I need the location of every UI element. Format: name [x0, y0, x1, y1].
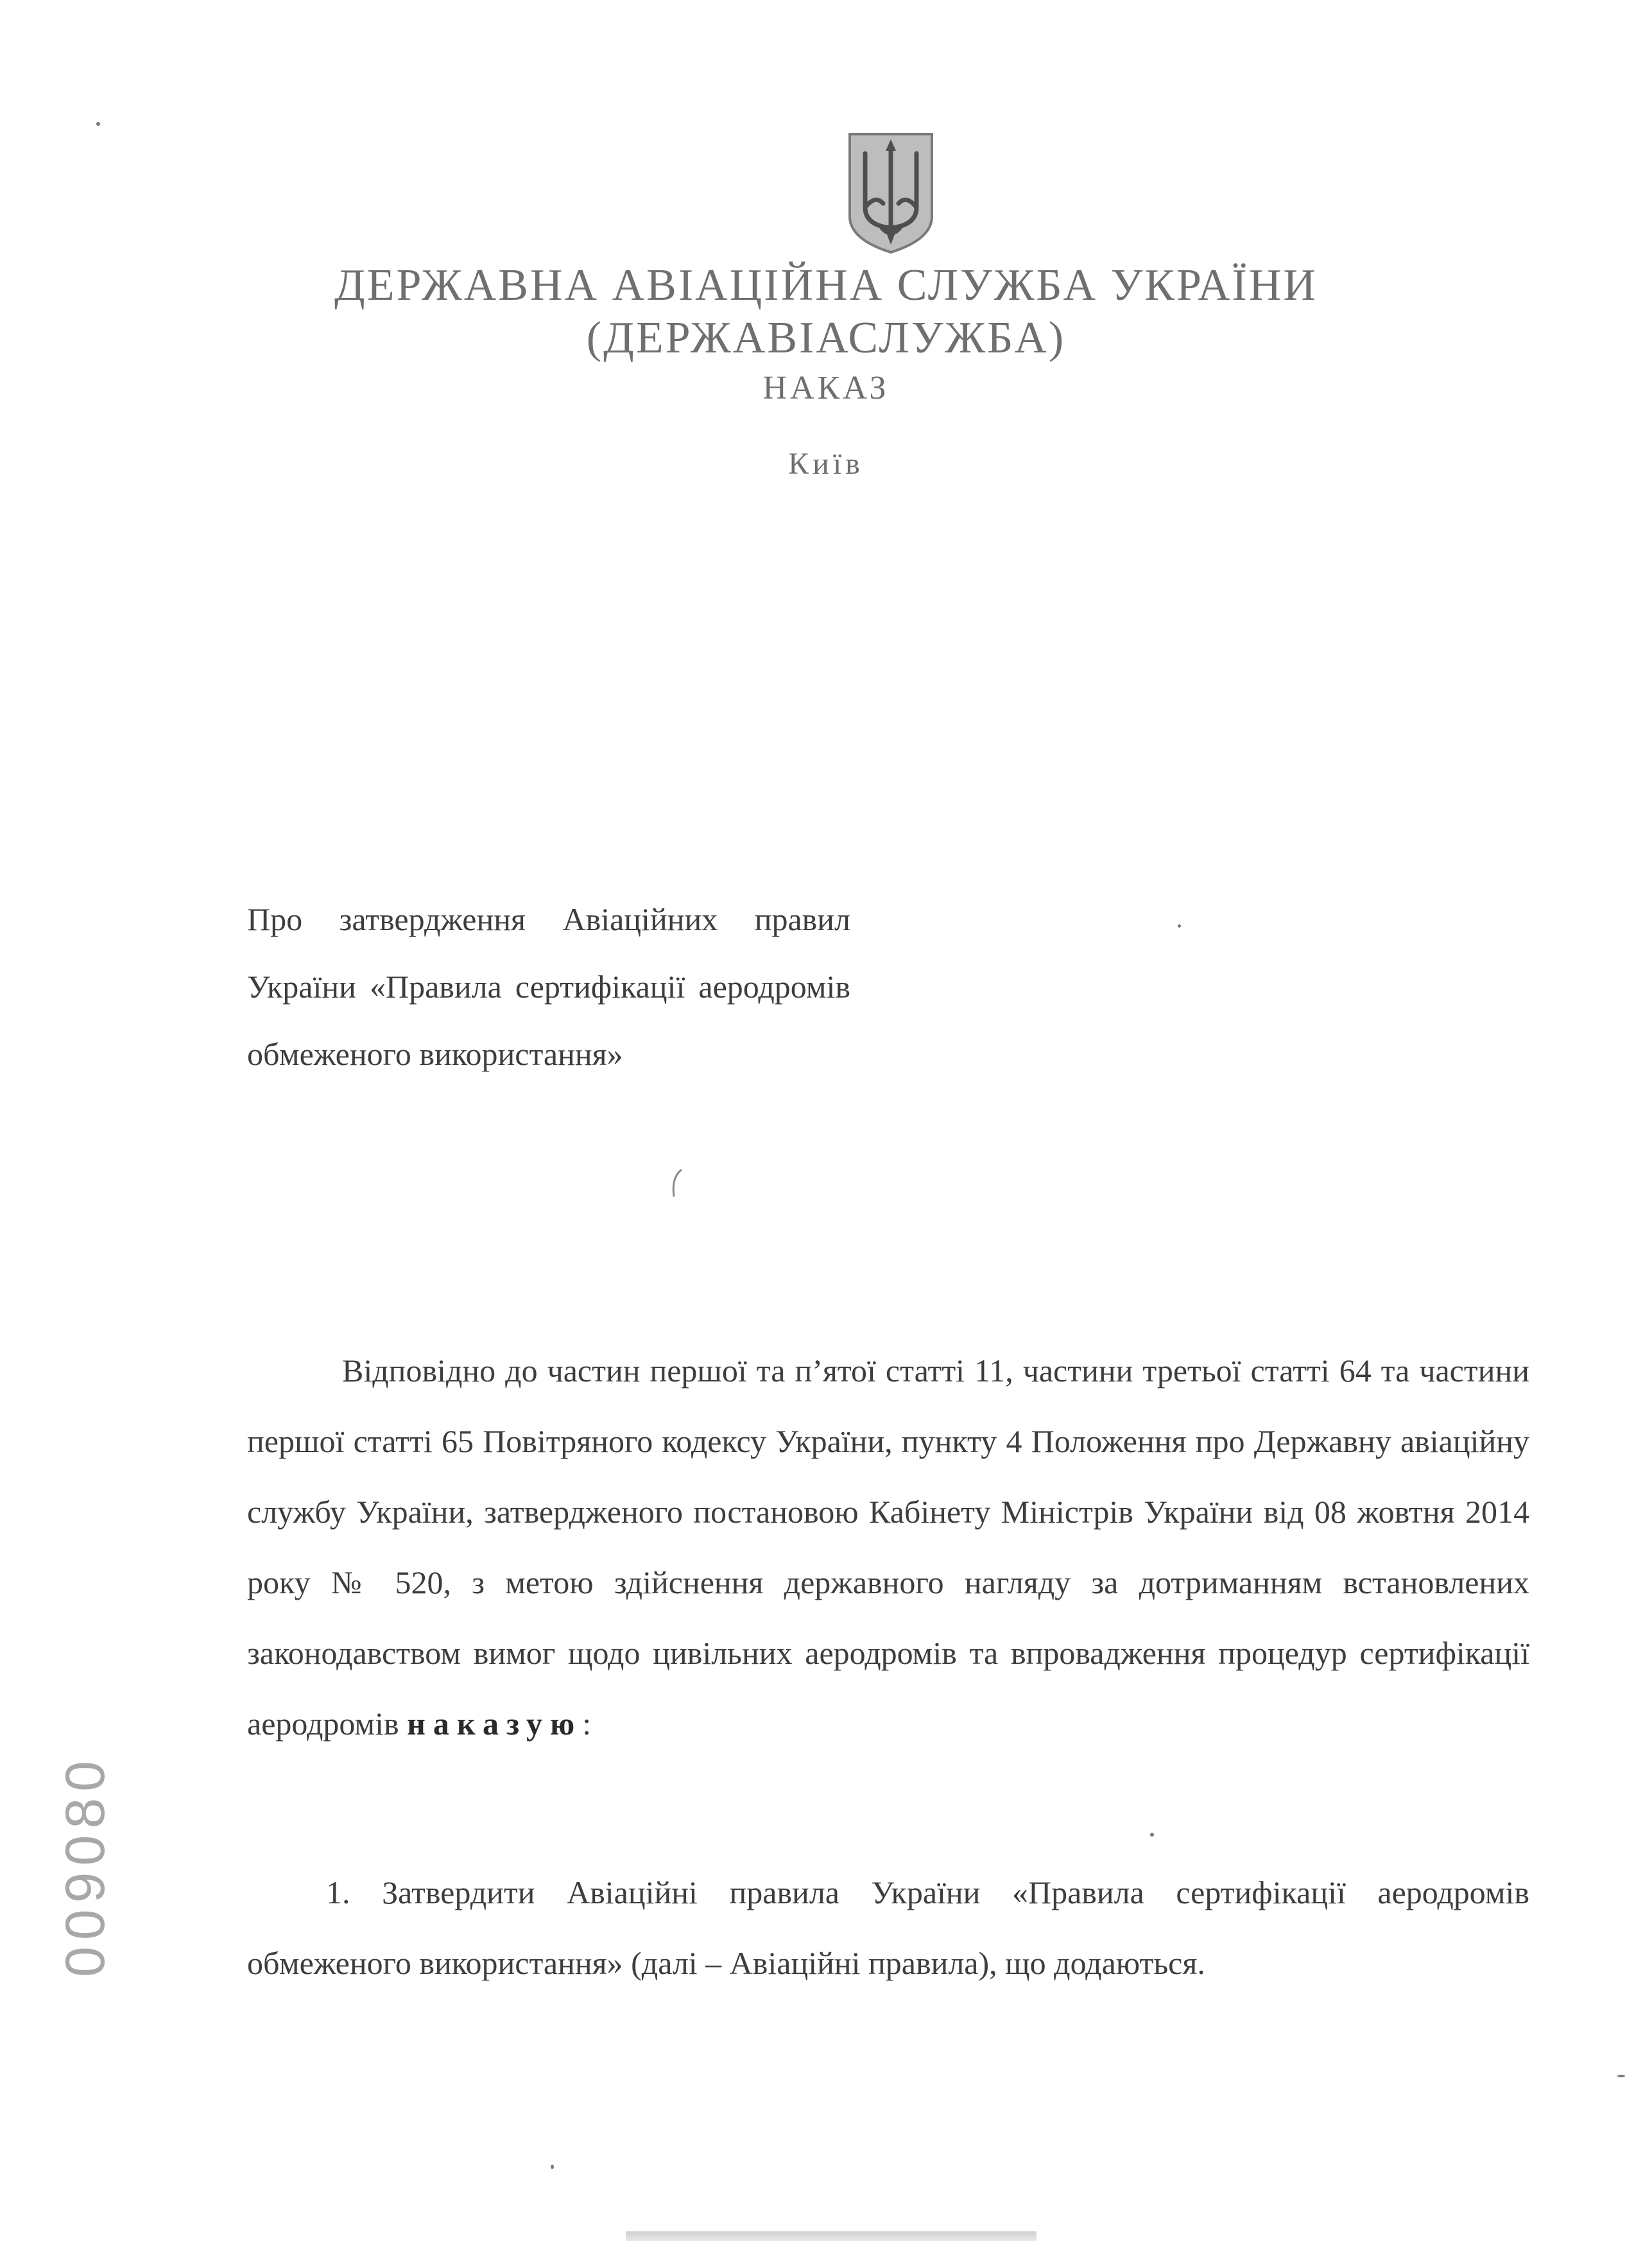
order-preamble — [247, 1335, 1529, 1759]
order-subject: Про затвердження Авіаційних правил України «Правила сертифікації аеродромів обмеженого використання» — [247, 901, 850, 1072]
scan-speck — [96, 122, 100, 126]
scan-speck — [1178, 924, 1181, 928]
order-word: наказую — [407, 1706, 583, 1742]
document-city: Київ — [788, 447, 864, 481]
organization-abbreviation: (ДЕРЖАВІАСЛУЖБА) — [586, 313, 1066, 363]
organization-name: ДЕРЖАВНА АВІАЦІЙНА СЛУЖБА УКРАЇНИ — [334, 261, 1318, 310]
scan-speck — [551, 2165, 554, 2169]
scan-mark — [666, 1167, 685, 1199]
order-item-1: 1. Затвердити Авіаційні правила України «Правила сертифікації аеродромів обмеженого використання» (далі – Авіаційні правила), що додаються. — [247, 1874, 1529, 1981]
document-type: НАКАЗ — [762, 370, 890, 406]
coat-of-arms-icon — [846, 132, 936, 255]
scan-speck — [1617, 2075, 1625, 2077]
preamble-text: Відповідно до частин першої та п’ятої статті 11, частини третьої статті 64 та частини першої статті 65 Повітряного кодексу України, пункту 4 Положення про Державну авіаційну службу України, затвердженого постановою Кабінету Міністрів України від 08 жовтня 2014 року № 520, з метою здійснення державного нагляду за дотриманням встановлених законодавством вимог щодо цивільних аеродромів та впровадження процедур сертифікації аеродромів — [247, 1353, 1529, 1742]
scan-speck — [1150, 1833, 1154, 1837]
scan-bottom-edge — [626, 2231, 1037, 2241]
registration-number: 009080 — [55, 1754, 116, 1977]
order-colon: : — [582, 1706, 592, 1742]
